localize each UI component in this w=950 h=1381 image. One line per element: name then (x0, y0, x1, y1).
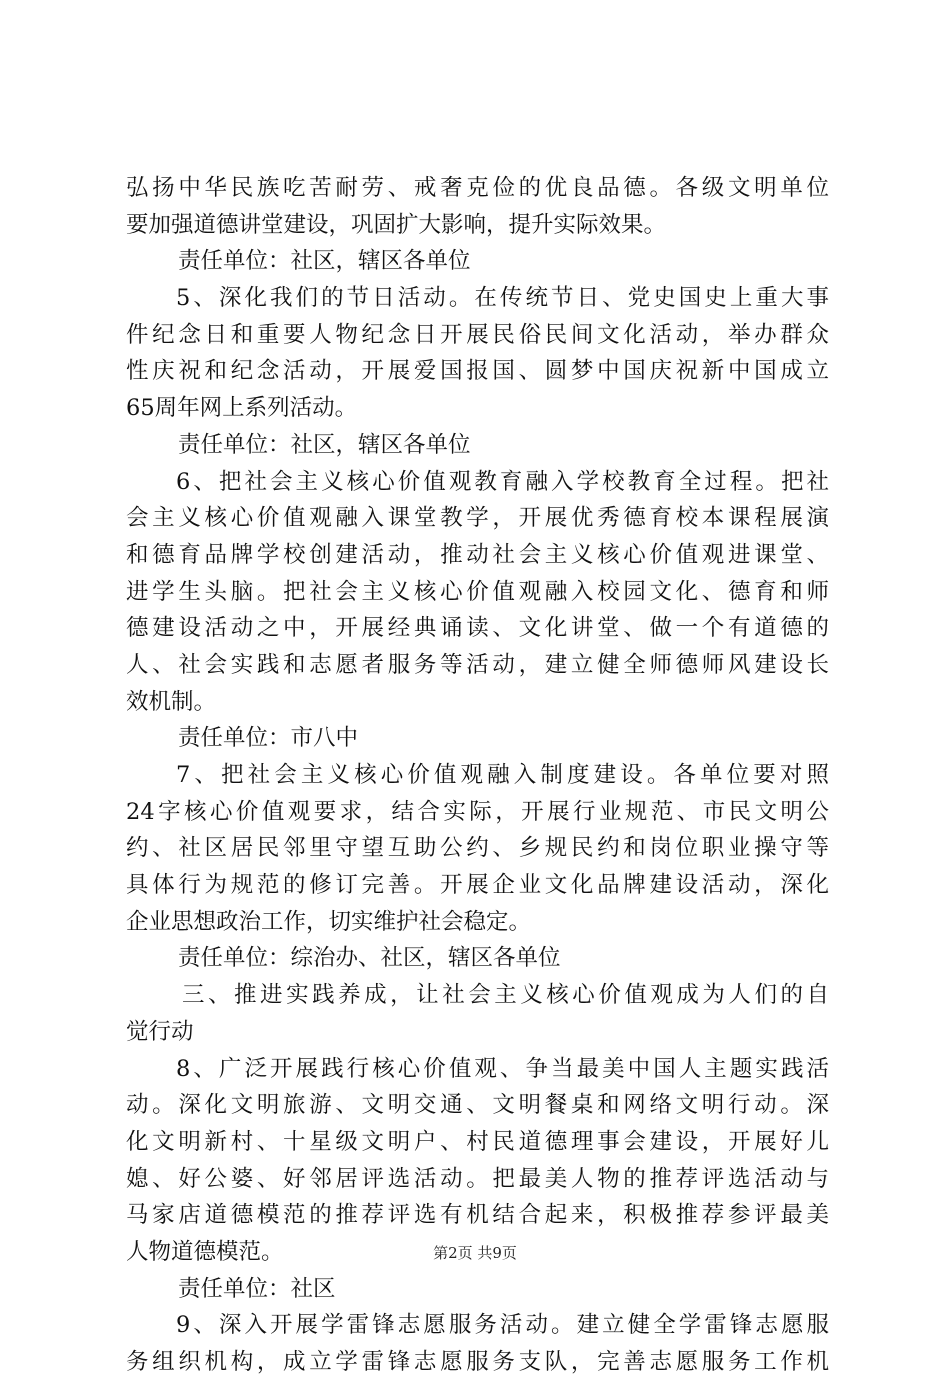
text-line-end: 觉行动 (126, 1018, 194, 1045)
document-body (126, 170, 829, 1381)
text-line: 件纪念日和重要人物纪念日开展民俗民间文化活动，举办群众 (126, 321, 829, 348)
item-first-line: 9、深入开展学雷锋志愿服务活动。建立健全学雷锋志愿服 (176, 1312, 829, 1339)
text-line: 动。深化文明旅游、文明交通、文明餐桌和网络文明行动。深 (126, 1092, 829, 1119)
text-line: 约、社区居民邻里守望互助公约、乡规民约和岗位职业操守等 (126, 835, 829, 862)
responsible-unit-line: 责任单位：社区，辖区各单位 (178, 431, 471, 458)
text-line: 进学生头脑。把社会主义核心价值观融入校园文化、德育和师 (126, 578, 829, 605)
text-line: 和德育品牌学校创建活动，推动社会主义核心价值观进课堂、 (126, 541, 829, 568)
item-first-line: 5、深化我们的节日活动。在传统节日、党史国史上重大事 (176, 285, 829, 312)
text-line: 马家店道德模范的推荐评选有机结合起来，积极推荐参评最美 (126, 1202, 829, 1229)
text-line: 会主义核心价值观融入课堂教学，开展优秀德育校本课程展演 (126, 505, 829, 532)
text-line: 性庆祝和纪念活动，开展爱国报国、圆梦中国庆祝新中国成立 (126, 358, 829, 385)
text-line-end: 效机制。 (126, 688, 217, 715)
text-line: 弘扬中华民族吃苦耐劳、戒奢克俭的优良品德。各级文明单位 (126, 175, 829, 201)
text-line-end: 65周年网上系列活动。 (126, 395, 358, 422)
page-footer: 第2页 共9页 (433, 1244, 517, 1262)
item-first-line: 7、把社会主义核心价值观融入制度建设。各单位要对照 (176, 762, 829, 788)
responsible-unit-line: 责任单位：综治办、社区，辖区各单位 (178, 945, 561, 972)
text-line: 化文明新村、十星级文明户、村民道德理事会建设，开展好儿 (126, 1128, 829, 1155)
text-line-end: 企业思想政治工作，切实维护社会稳定。 (126, 908, 532, 935)
text-line: 具体行为规范的修订完善。开展企业文化品牌建设活动，深化 (126, 872, 829, 899)
text-line-end: 要加强道德讲堂建设，巩固扩大影响，提升实际效果。 (126, 211, 667, 238)
item-first-line: 6、把社会主义核心价值观教育融入学校教育全过程。把社 (176, 468, 829, 495)
text-line: 务组织机构，成立学雷锋志愿服务支队，完善志愿服务工作机 (126, 1349, 829, 1375)
text-line: 媳、好公婆、好邻居评选活动。把最美人物的推荐评选活动与 (126, 1165, 829, 1192)
section-heading-line: 三、推进实践养成，让社会主义核心价值观成为人们的自 (182, 982, 829, 1009)
responsible-unit-line: 责任单位：市八中 (178, 725, 359, 752)
responsible-unit-line: 责任单位：社区，辖区各单位 (178, 248, 471, 275)
text-line: 24字核心价值观要求，结合实际，开展行业规范、市民文明公 (126, 798, 829, 825)
text-line: 人、社会实践和志愿者服务等活动，建立健全师德师风建设长 (126, 651, 829, 678)
text-line-end: 人物道德模范。 (126, 1238, 284, 1265)
responsible-unit-line: 责任单位：社区 (178, 1275, 336, 1302)
item-first-line: 8、广泛开展践行核心价值观、争当最美中国人主题实践活 (176, 1055, 829, 1082)
text-line: 德建设活动之中，开展经典诵读、文化讲堂、做一个有道德的 (126, 615, 829, 642)
